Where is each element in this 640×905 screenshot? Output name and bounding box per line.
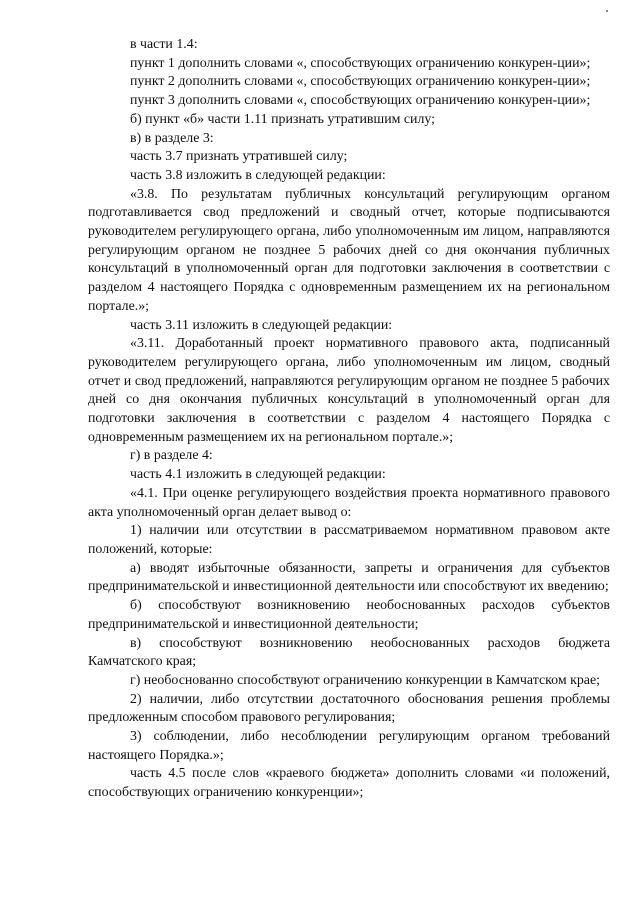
scan-speck (606, 10, 608, 12)
paragraph: часть 3.7 признать утратившей силу; (130, 149, 348, 165)
paragraph: а) вводят избыточные обязанности, запреты и ограничения для субъектов предпринимательской и инвестиционной деятельности или способствуют их введению; (88, 560, 610, 595)
paragraph: б) пункт «б» части 1.11 признать утратившим силу; (130, 111, 436, 127)
paragraph: часть 3.8 изложить в следующей редакции: (130, 167, 386, 183)
paragraph: 3) соблюдении, либо несоблюдении регулирующим органом требований настоящего Порядка.»; (88, 729, 610, 763)
document-body (88, 36, 610, 803)
paragraph: «3.8. По результатам публичных консультаций регулирующим органом подготавливается свод предложений и сводный отчет, которые подписываются руководителем регулирующего органа, либо уполномоченным им лицом, направляются регулирующим органом не позднее 5 рабочих дней со дня окончания публичных консультаций в уполномоченный орган для подготовки заключения в соответствии с разделом 4 настоящего Порядка с одновременным размещением их на региональном портале.»; (88, 186, 610, 314)
paragraph: в части 1.4: (130, 37, 198, 52)
paragraph: пункт 3 дополнить словами «, способствующих ограничению конкурен-ции»; (130, 93, 591, 109)
paragraph: «4.1. При оценке регулирующего воздействия проекта нормативного правового акта уполномоченный орган делает вывод о: (88, 485, 610, 520)
paragraph: б) способствуют возникновению необоснованных расходов субъектов предпринимательской и инвестиционной деятельности; (88, 598, 610, 632)
paragraph: г) в разделе 4: (130, 448, 213, 464)
paragraph: в) способствуют возникновению необоснованных расходов бюджета Камчатского края; (88, 635, 610, 670)
paragraph: 2) наличии, либо отсутствии достаточного обоснования решения проблемы предложенным способом правового регулирования; (88, 691, 610, 726)
paragraph: часть 4.1 изложить в следующей редакции: (130, 467, 386, 483)
paragraph: 1) наличии или отсутствии в рассматриваемом нормативном правовом акте положений, которые: (88, 523, 610, 557)
paragraph: «3.11. Доработанный проект нормативного правового акта, подписанный руководителем регулирующего органа, либо уполномоченным им лицом, сводный отчет и свод предложений, направляются регулирующим органом не позднее 5 рабочих дней со дня окончания публичных консультаций в уполномоченный орган для подготовки заключения в соответствии с разделом 4 настоящего Порядка с одновременным размещением их на региональном портале.»; (88, 336, 610, 445)
paragraph: пункт 2 дополнить словами «, способствующих ограничению конкурен-ции»; (130, 74, 591, 90)
paragraph: пункт 1 дополнить словами «, способствующих ограничению конкурен-ции»; (130, 55, 591, 71)
paragraph: г) необоснованно способствуют ограничению конкуренции в Камчатском крае; (130, 672, 601, 688)
paragraph: в) в разделе 3: (130, 130, 214, 146)
paragraph: часть 3.11 изложить в следующей редакции: (130, 317, 393, 333)
paragraph: часть 4.5 после слов «краевого бюджета» дополнить словами «и положений, способствующих ограничению конкуренции»; (88, 766, 610, 801)
